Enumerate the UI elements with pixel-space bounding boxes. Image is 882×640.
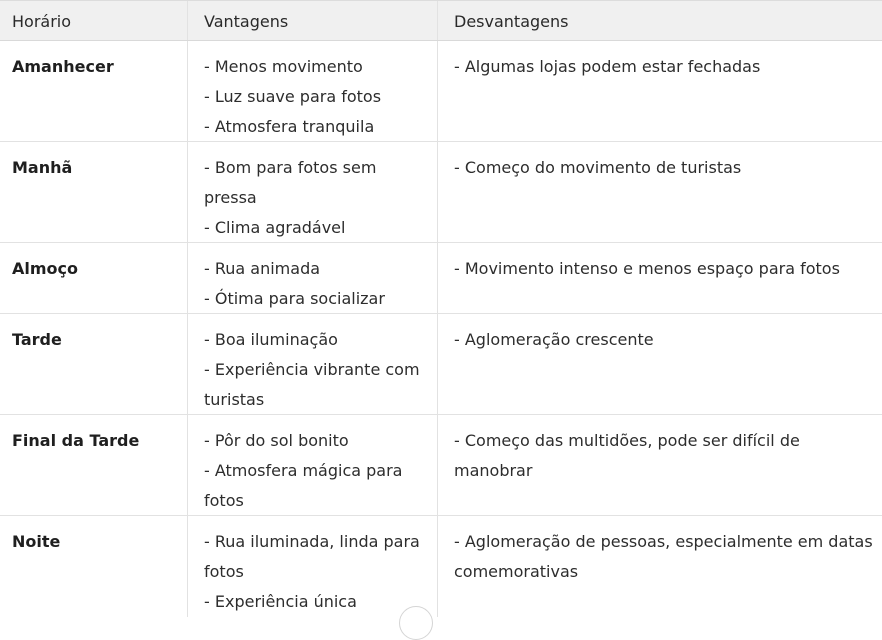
cell-horario: Final da Tarde <box>0 415 188 515</box>
table-header-row <box>0 0 882 41</box>
list-item: - Ótima para socializar <box>204 289 385 308</box>
cell-desvantagens <box>438 415 882 515</box>
list-item: - Clima agradável <box>204 218 346 237</box>
list-item: - Atmosfera mágica para fotos <box>204 461 403 510</box>
cell-vantagens <box>188 142 438 242</box>
table-row <box>0 243 882 314</box>
list-item: - Algumas lojas podem estar fechadas <box>454 57 761 76</box>
list-item: - Rua animada <box>204 259 321 278</box>
list-item: - Pôr do sol bonito <box>204 431 349 450</box>
list-item: - Atmosfera tranquila <box>204 117 375 136</box>
cell-desvantagens <box>438 314 882 414</box>
cell-horario: Amanhecer <box>0 41 188 141</box>
list-item: - Experiência vibrante com turistas <box>204 360 420 409</box>
cell-vantagens <box>188 516 438 617</box>
table-row <box>0 41 882 142</box>
list-item: - Boa iluminação <box>204 330 338 349</box>
list-item: - Começo do movimento de turistas <box>454 158 742 177</box>
list-item: - Menos movimento <box>204 57 363 76</box>
list-item: - Bom para fotos sem pressa <box>204 158 377 207</box>
table-row <box>0 142 882 243</box>
list-item: - Luz suave para fotos <box>204 87 382 106</box>
cell-horario: Noite <box>0 516 188 617</box>
table-row <box>0 314 882 415</box>
list-item: - Rua iluminada, linda para fotos <box>204 532 420 581</box>
header-vantagens: Vantagens <box>188 1 438 40</box>
cell-vantagens <box>188 243 438 313</box>
cell-horario: Tarde <box>0 314 188 414</box>
list-item: - Movimento intenso e menos espaço para fotos <box>454 259 840 278</box>
list-item: - Aglomeração de pessoas, especialmente em datas comemorativas <box>454 532 873 581</box>
header-horario: Horário <box>0 1 188 40</box>
cell-vantagens <box>188 41 438 141</box>
cell-desvantagens <box>438 516 882 617</box>
cell-vantagens <box>188 314 438 414</box>
cell-desvantagens <box>438 243 882 313</box>
table-row <box>0 516 882 617</box>
list-item: - Começo das multidões, pode ser difícil de manobrar <box>454 431 800 480</box>
cell-desvantagens <box>438 142 882 242</box>
table-row <box>0 415 882 516</box>
list-item: - Experiência única <box>204 592 357 611</box>
scroll-down-button[interactable] <box>399 606 433 640</box>
cell-horario: Manhã <box>0 142 188 242</box>
header-desvantagens: Desvantagens <box>454 12 569 31</box>
list-item: - Aglomeração crescente <box>454 330 654 349</box>
cell-horario: Almoço <box>0 243 188 313</box>
cell-vantagens <box>188 415 438 515</box>
cell-desvantagens <box>438 41 882 141</box>
